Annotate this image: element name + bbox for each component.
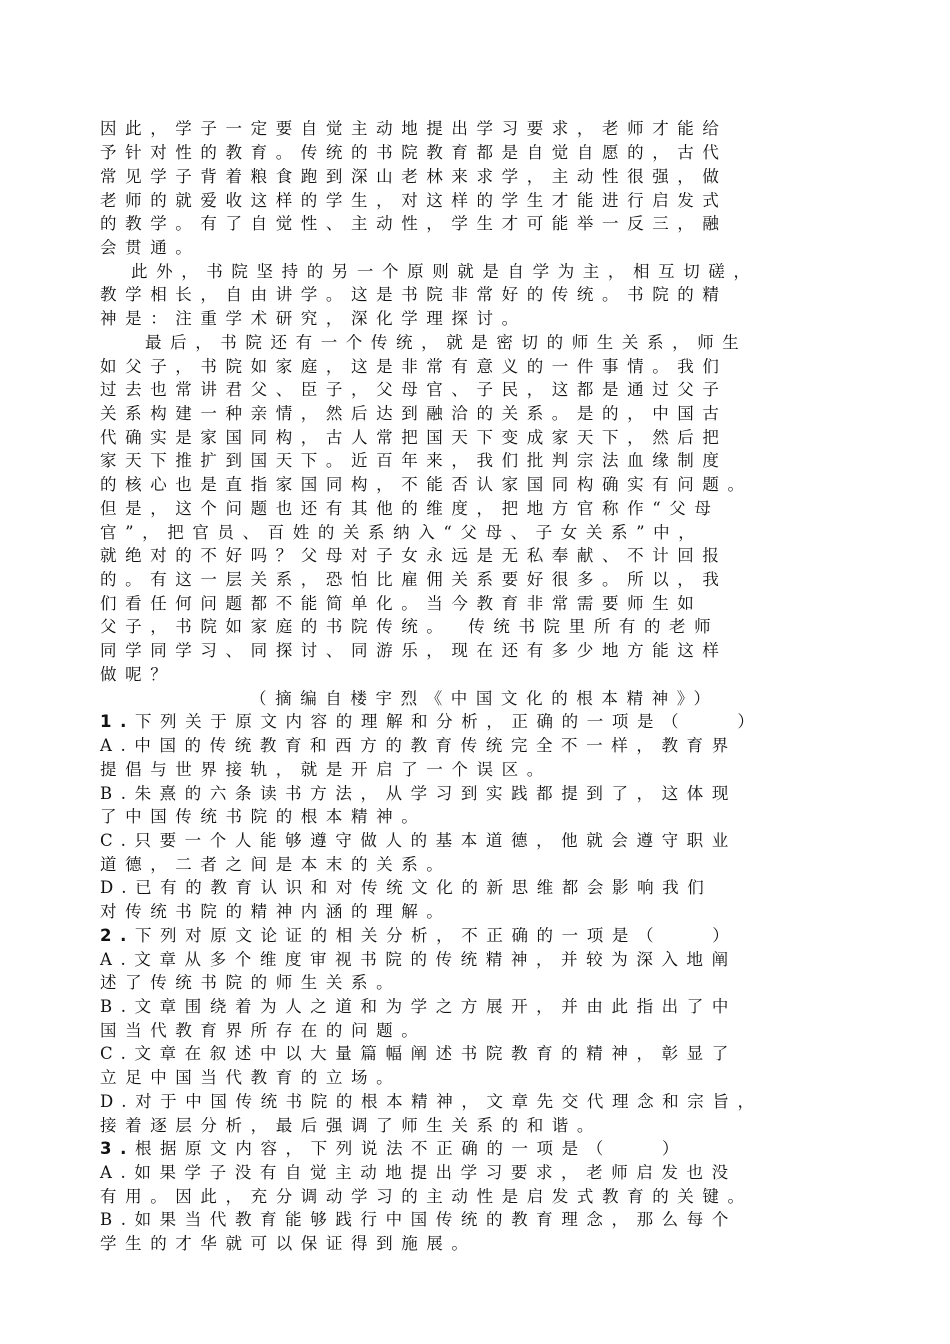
option-line: 提倡与世界接轨，就是开启了一个误区。 [100, 760, 552, 779]
option-line: A.如果学子没有自觉主动地提出学习要求，老师启发也没 [100, 1163, 737, 1182]
text-line: 但是，这个问题也还有其他的维度，把地方官称作“父母 [100, 499, 720, 518]
question-3 [100, 1137, 870, 1161]
text-line: 如父子，书院如家庭，这是非常有意义的一件事情。我们 [100, 357, 728, 376]
option-line: 立足中国当代教育的立场。 [100, 1068, 402, 1087]
text-line: 最后，书院还有一个传统，就是密切的师生关系，师生 [145, 333, 748, 352]
text-line: 关系构建一种亲情，然后达到融洽的关系。是的，中国古 [100, 404, 728, 423]
text-line: 做呢？ [100, 665, 176, 684]
text-line: 常见学子背着粮食跑到深山老林来求学，主动性很强，做 [100, 167, 728, 186]
question-number: 3. [100, 1139, 135, 1158]
option-line: 述了传统书院的师生关系。 [100, 973, 402, 992]
text-line: 代确实是家国同构，古人常把国天下变成家天下，然后把 [100, 428, 728, 447]
text-line: 教学相长，自由讲学。这是书院非常好的传统。书院的精 [100, 285, 728, 304]
question-number: 2. [100, 926, 135, 945]
text-line: 过去也常讲君父、臣子，父母官、子民，这都是通过父子 [100, 380, 728, 399]
text-line: 此外，书院坚持的另一个原则就是自学为主，相互切磋， [131, 262, 759, 281]
option-line: C.文章在叙述中以大量篇幅阐述书院教育的精神，彰显了 [100, 1044, 737, 1063]
option-line: 学生的才华就可以保证得到施展。 [100, 1234, 477, 1253]
text-line: 予针对性的教育。传统的书院教育都是自觉自愿的，古代 [100, 143, 728, 162]
question-2 [100, 924, 870, 948]
option-line: C.只要一个人能够遵守做人的基本道德，他就会遵守职业 [100, 831, 737, 850]
option-line: D.对于中国传统书院的根本精神，文章先交代理念和宗旨， [100, 1092, 763, 1111]
option-line: D.已有的教育认识和对传统文化的新思维都会影响我们 [100, 878, 713, 897]
option-line: A.中国的传统教育和西方的教育传统完全不一样，教育界 [100, 736, 737, 755]
option-line: 了中国传统书院的根本精神。 [100, 807, 427, 826]
question-number: 1. [100, 712, 135, 731]
option-line: 对传统书院的精神内涵的理解。 [100, 902, 452, 921]
option-line: B.如果当代教育能够践行中国传统的教育理念，那么每个 [100, 1210, 737, 1229]
text-line: 会贯通。 [100, 238, 201, 257]
text-line: 父子，书院如家庭的书院传统。 传统书院里所有的老师 [100, 617, 720, 636]
option-line: 有用。因此，充分调动学习的主动性是启发式教育的关键。 [100, 1187, 753, 1206]
text-line: 同学同学习、同探讨、同游乐，现在还有多少地方能这样 [100, 641, 728, 660]
text-line: 的。有这一层关系，恐怕比雇佣关系要好很多。所以，我 [100, 570, 728, 589]
text-line: 的核心也是直指家国同构，不能否认家国同构确实有问题。 [100, 475, 753, 494]
text-line: 官”，把官员、百姓的关系纳入“父母、子女关系”中， [100, 523, 704, 542]
question-text: 下列对原文论证的相关分析，不正确的一项是（ ） [134, 926, 738, 945]
question-1 [100, 710, 870, 734]
question-text: 根据原文内容，下列说法不正确的一项是（ ） [134, 1139, 688, 1158]
text-line: 就绝对的不好吗？父母对子女永远是无私奉献、不计回报 [100, 546, 728, 565]
option-line: 接着逐层分析，最后强调了师生关系的和谐。 [100, 1116, 602, 1135]
text-line: 的教学。有了自觉性、主动性，学生才可能举一反三，融 [100, 214, 728, 233]
text-line: 们看任何问题都不能简单化。当今教育非常需要师生如 [100, 594, 703, 613]
source-citation: （摘编自楼宇烈《中国文化的根本精神》） [250, 689, 719, 708]
option-line: A.文章从多个维度审视书院的传统精神，并较为深入地阐 [100, 950, 737, 969]
option-line: B.朱熹的六条读书方法，从学习到实践都提到了，这体现 [100, 784, 737, 803]
option-line: 道德，二者之间是本末的关系。 [100, 855, 452, 874]
option-line: B.文章围绕着为人之道和为学之方展开，并由此指出了中 [100, 997, 737, 1016]
text-line: 因此，学子一定要自觉主动地提出学习要求，老师才能给 [100, 119, 728, 138]
option-line: 国当代教育界所存在的问题。 [100, 1021, 427, 1040]
text-line: 家天下推扩到国天下。近百年来，我们批判宗法血缘制度 [100, 451, 728, 470]
question-text: 下列关于原文内容的理解和分析，正确的一项是（ ） [134, 712, 763, 731]
text-line: 神是：注重学术研究，深化学理探讨。 [100, 309, 527, 328]
text-line: 老师的就爱收这样的学生，对这样的学生才能进行启发式 [100, 191, 728, 210]
